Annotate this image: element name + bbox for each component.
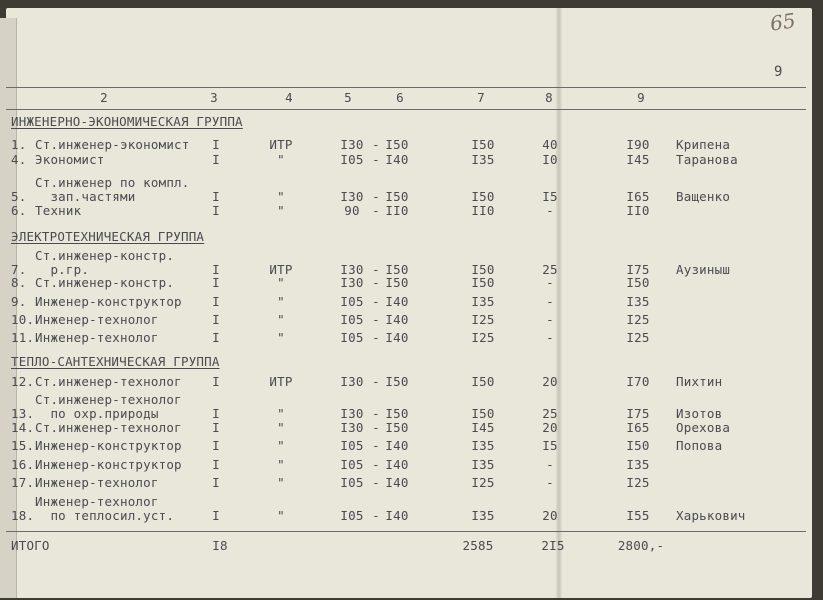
staff-category: "	[277, 189, 285, 204]
column-9-value: I75	[626, 262, 650, 277]
salary-range-dash: -	[372, 294, 380, 309]
staff-category: "	[277, 275, 285, 290]
salary-range-dash: -	[372, 137, 380, 152]
staff-category: "	[277, 152, 285, 167]
handwritten-sheet-number: 65	[768, 8, 797, 36]
salary-max: I40	[385, 330, 409, 345]
total-label: ИТОГО	[11, 538, 50, 553]
column-8-value: 20	[542, 374, 558, 389]
salary-min: 90	[344, 203, 360, 218]
salary-range-dash: -	[372, 262, 380, 277]
quantity: I	[212, 189, 220, 204]
column-number-7: 7	[477, 90, 485, 105]
column-7-value: I50	[471, 189, 495, 204]
column-7-value: II0	[471, 203, 495, 218]
column-9-value: I35	[626, 457, 650, 472]
salary-max: I40	[385, 438, 409, 453]
row-number: 6.	[11, 203, 27, 218]
row-number: 8.	[11, 275, 27, 290]
column-7-value: I35	[471, 438, 495, 453]
quantity: I	[212, 508, 220, 523]
salary-min: I05	[340, 330, 364, 345]
salary-range-dash: -	[372, 475, 380, 490]
salary-max: I40	[385, 457, 409, 472]
column-9-value: I70	[626, 374, 650, 389]
employee-name: Крипена	[676, 137, 731, 152]
quantity: I	[212, 406, 220, 421]
total-column-7: 2585	[462, 538, 494, 553]
row-number: 17.	[11, 475, 35, 490]
employee-name: Ващенко	[676, 189, 731, 204]
salary-max: I50	[385, 275, 409, 290]
column-8-value: 25	[542, 262, 558, 277]
salary-min: I05	[340, 312, 364, 327]
row-number: 11.	[11, 330, 35, 345]
salary-min: I05	[340, 438, 364, 453]
position-title: Ст.инженер-технолог по охр.природы	[35, 392, 182, 421]
quantity: I	[212, 475, 220, 490]
column-8-value: -	[546, 275, 554, 290]
salary-range-dash: -	[372, 508, 380, 523]
quantity: I	[212, 312, 220, 327]
staff-category: "	[277, 457, 285, 472]
salary-min: I05	[340, 508, 364, 523]
column-7-value: I35	[471, 294, 495, 309]
position-title: Инженер-технолог	[35, 312, 159, 327]
quantity: I	[212, 330, 220, 345]
header-rule-bottom	[6, 109, 806, 110]
staff-category: "	[277, 203, 285, 218]
position-title: Ст.инженер-экономист	[35, 137, 190, 152]
row-number: 10.	[11, 312, 35, 327]
staff-category: ИТР	[269, 137, 293, 152]
staff-category: ИТР	[269, 374, 293, 389]
row-number: 9.	[11, 294, 27, 309]
staff-category: ИТР	[269, 262, 293, 277]
salary-range-dash: -	[372, 330, 380, 345]
column-number-8: 8	[545, 90, 553, 105]
salary-min: I05	[340, 457, 364, 472]
salary-min: I30	[340, 137, 364, 152]
row-number: 7.	[11, 262, 27, 277]
position-title: Ст.инженер-констр.	[35, 275, 175, 290]
column-9-value: I75	[626, 406, 650, 421]
employee-name: Изотов	[676, 406, 723, 421]
position-title: Инженер-конструктор	[35, 294, 182, 309]
column-7-value: I50	[471, 137, 495, 152]
salary-min: I05	[340, 152, 364, 167]
row-number: 18.	[11, 508, 35, 523]
employee-name: Харькович	[676, 508, 746, 523]
column-7-value: I50	[471, 262, 495, 277]
salary-min: I30	[340, 420, 364, 435]
salary-max: I50	[385, 262, 409, 277]
column-number-2: 2	[100, 90, 108, 105]
salary-range-dash: -	[372, 152, 380, 167]
column-7-value: I35	[471, 152, 495, 167]
column-9-value: I90	[626, 137, 650, 152]
column-7-value: I25	[471, 330, 495, 345]
staff-category: "	[277, 312, 285, 327]
salary-range-dash: -	[372, 275, 380, 290]
row-number: 5.	[11, 189, 27, 204]
column-8-value: I5	[542, 438, 558, 453]
column-number-9: 9	[637, 90, 645, 105]
employee-name: Попова	[676, 438, 723, 453]
header-rule-top	[6, 87, 806, 88]
column-7-value: I50	[471, 406, 495, 421]
staff-category: "	[277, 438, 285, 453]
position-title: Ст.инженер по компл. зап.частями	[35, 175, 190, 204]
salary-min: I30	[340, 406, 364, 421]
quantity: I	[212, 438, 220, 453]
column-8-value: 20	[542, 420, 558, 435]
column-8-value: -	[546, 475, 554, 490]
column-7-value: I25	[471, 475, 495, 490]
row-number: 16.	[11, 457, 35, 472]
column-9-value: I65	[626, 420, 650, 435]
position-title: Ст.инженер-технолог	[35, 420, 182, 435]
quantity: I	[212, 420, 220, 435]
column-9-value: I25	[626, 475, 650, 490]
salary-max: I40	[385, 152, 409, 167]
column-8-value: 25	[542, 406, 558, 421]
staff-category: "	[277, 294, 285, 309]
page-number: 9	[774, 64, 783, 80]
position-title: Инженер-конструктор	[35, 438, 182, 453]
position-title: Ст.инженер-констр. р.гр.	[35, 248, 175, 277]
quantity: I	[212, 137, 220, 152]
column-8-value: -	[546, 203, 554, 218]
column-8-value: -	[546, 294, 554, 309]
column-9-value: I50	[626, 438, 650, 453]
column-7-value: I45	[471, 420, 495, 435]
column-number-4: 4	[285, 90, 293, 105]
section-title: ИНЖЕНЕРНО-ЭКОНОМИЧЕСКАЯ ГРУППА	[11, 114, 243, 129]
total-column-8: 2I5	[541, 538, 565, 553]
salary-max: I40	[385, 475, 409, 490]
total-rule	[6, 531, 806, 532]
row-number: 12.	[11, 374, 35, 389]
salary-max: I40	[385, 508, 409, 523]
section-title: ТЕПЛО-САНТЕХНИЧЕСКАЯ ГРУППА	[11, 354, 220, 369]
column-9-value: I65	[626, 189, 650, 204]
salary-min: I30	[340, 374, 364, 389]
salary-range-dash: -	[372, 203, 380, 218]
section-title: ЭЛЕКТРОТЕХНИЧЕСКАЯ ГРУППА	[11, 229, 205, 244]
position-title: Техник	[35, 203, 82, 218]
column-9-value: I35	[626, 294, 650, 309]
column-8-value: 40	[542, 137, 558, 152]
salary-range-dash: -	[372, 312, 380, 327]
column-number-3: 3	[210, 90, 218, 105]
column-8-value: -	[546, 457, 554, 472]
salary-range-dash: -	[372, 420, 380, 435]
salary-min: I30	[340, 275, 364, 290]
column-9-value: II0	[626, 203, 650, 218]
salary-min: I05	[340, 475, 364, 490]
staff-category: "	[277, 420, 285, 435]
salary-range-dash: -	[372, 457, 380, 472]
quantity: I	[212, 294, 220, 309]
column-7-value: I50	[471, 374, 495, 389]
salary-max: II0	[385, 203, 409, 218]
total-quantity: I8	[212, 538, 228, 553]
salary-max: I50	[385, 137, 409, 152]
salary-max: I40	[385, 294, 409, 309]
quantity: I	[212, 262, 220, 277]
row-number: 15.	[11, 438, 35, 453]
column-9-value: I25	[626, 330, 650, 345]
position-title: Инженер-технолог	[35, 475, 159, 490]
staff-category: "	[277, 330, 285, 345]
column-number-5: 5	[344, 90, 352, 105]
position-title: Инженер-технолог по теплосил.уст.	[35, 494, 175, 523]
position-title: Ст.инженер-технолог	[35, 374, 182, 389]
salary-min: I30	[340, 189, 364, 204]
salary-range-dash: -	[372, 189, 380, 204]
employee-name: Орехова	[676, 420, 731, 435]
column-number-6: 6	[396, 90, 404, 105]
column-9-value: I55	[626, 508, 650, 523]
row-number: 14.	[11, 420, 35, 435]
column-9-value: I45	[626, 152, 650, 167]
quantity: I	[212, 457, 220, 472]
position-title: Инженер-конструктор	[35, 457, 182, 472]
employee-name: Аузиныш	[676, 262, 731, 277]
salary-max: I40	[385, 312, 409, 327]
column-7-value: I35	[471, 508, 495, 523]
quantity: I	[212, 275, 220, 290]
salary-max: I50	[385, 406, 409, 421]
column-8-value: -	[546, 330, 554, 345]
column-9-value: I50	[626, 275, 650, 290]
position-title: Экономист	[35, 152, 105, 167]
staff-category: "	[277, 475, 285, 490]
row-number: 13.	[11, 406, 35, 421]
salary-max: I50	[385, 374, 409, 389]
quantity: I	[212, 152, 220, 167]
quantity: I	[212, 374, 220, 389]
quantity: I	[212, 203, 220, 218]
column-9-value: I25	[626, 312, 650, 327]
staff-category: "	[277, 508, 285, 523]
salary-range-dash: -	[372, 406, 380, 421]
column-8-value: 20	[542, 508, 558, 523]
salary-range-dash: -	[372, 374, 380, 389]
salary-max: I50	[385, 420, 409, 435]
column-7-value: I25	[471, 312, 495, 327]
salary-min: I30	[340, 262, 364, 277]
row-number: 4.	[11, 152, 27, 167]
column-8-value: I5	[542, 189, 558, 204]
row-number: 1.	[11, 137, 27, 152]
column-8-value: -	[546, 312, 554, 327]
employee-name: Пихтин	[676, 374, 723, 389]
total-column-9: 2800,-	[617, 538, 665, 553]
employee-name: Таранова	[676, 152, 738, 167]
salary-max: I50	[385, 189, 409, 204]
column-8-value: I0	[542, 152, 558, 167]
column-7-value: I35	[471, 457, 495, 472]
salary-min: I05	[340, 294, 364, 309]
position-title: Инженер-технолог	[35, 330, 159, 345]
staff-category: "	[277, 406, 285, 421]
column-7-value: I50	[471, 275, 495, 290]
salary-range-dash: -	[372, 438, 380, 453]
